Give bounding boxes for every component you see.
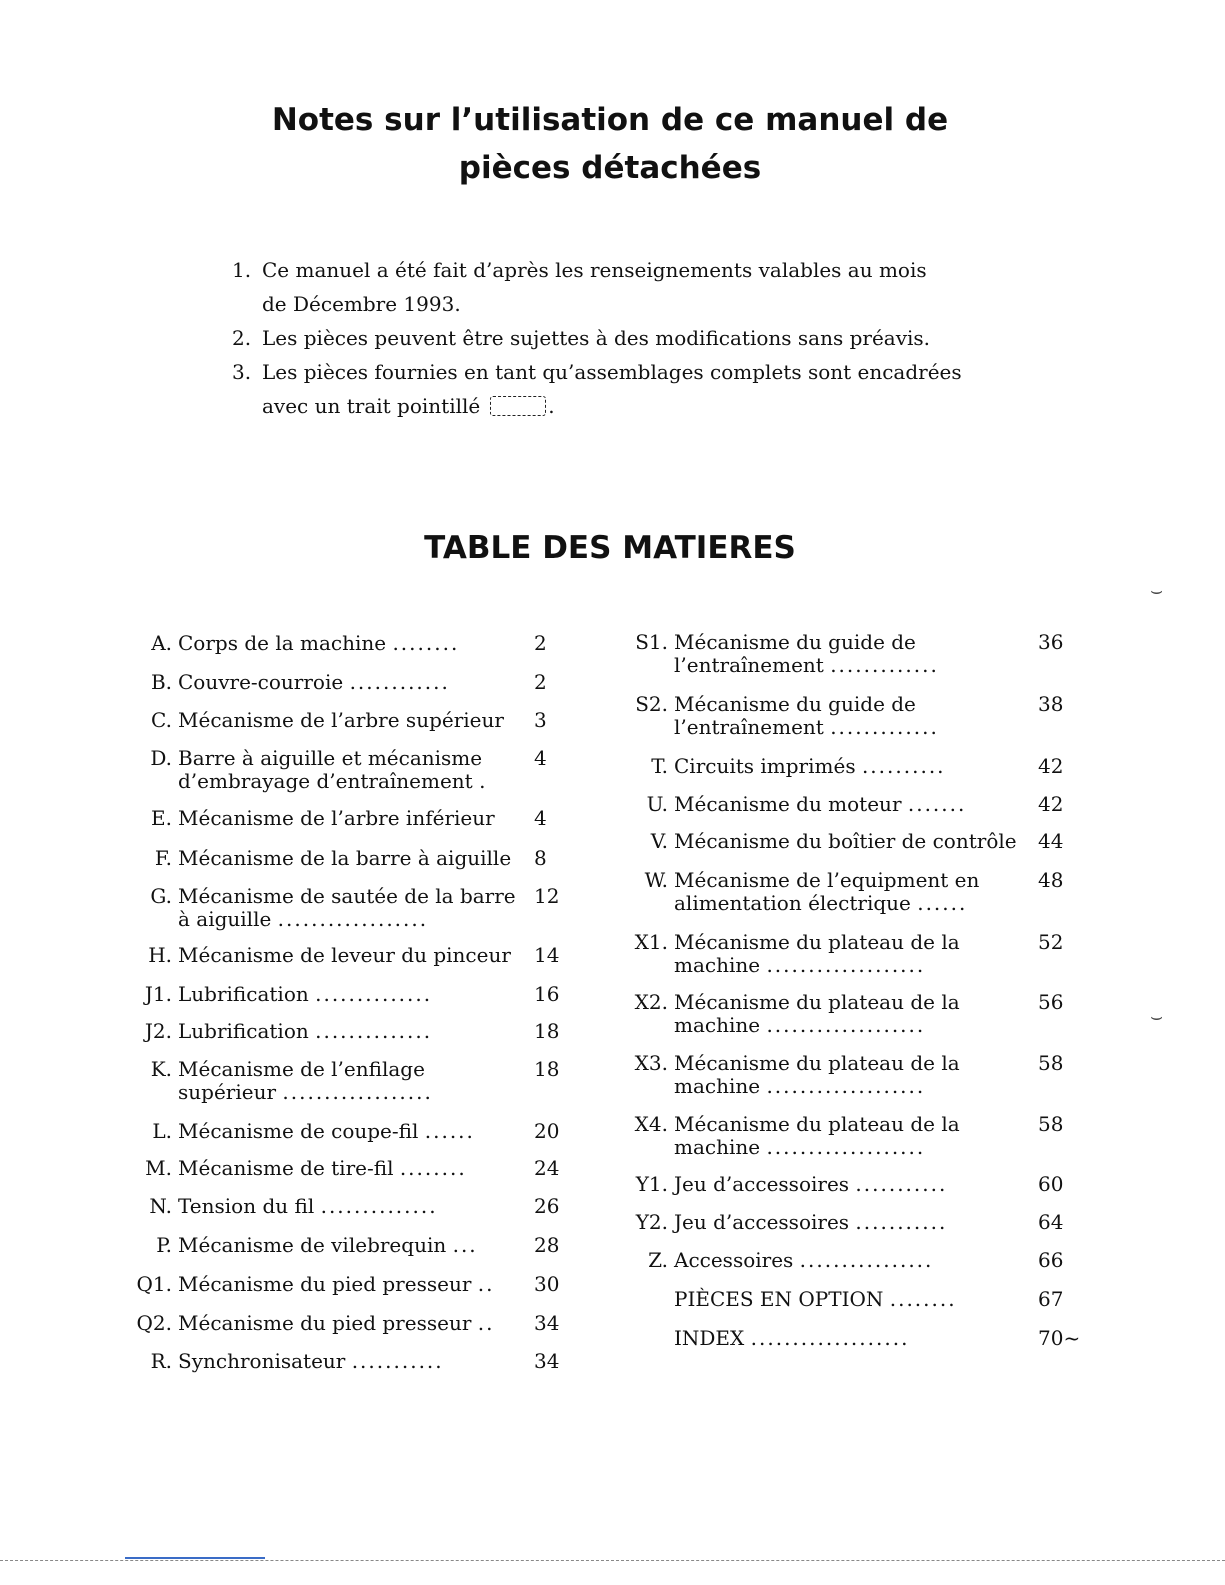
toc-label: Mécanisme du plateau de la	[674, 1112, 960, 1136]
toc-label: Mécanisme du pied presseur	[178, 1272, 472, 1296]
toc-label: Mécanisme du plateau de la	[674, 1051, 960, 1075]
toc-dots: ..............	[315, 1019, 433, 1043]
toc-page: 28	[534, 1233, 560, 1257]
dashed-box-icon	[490, 396, 546, 416]
toc-text-line-2	[674, 653, 939, 677]
notes-list	[232, 253, 1012, 423]
toc-label: Lubrification	[178, 1019, 309, 1043]
note-text: avec un trait pointillé	[262, 394, 481, 418]
toc-letter: C.	[151, 708, 172, 732]
toc-letter: X2.	[634, 990, 668, 1014]
toc-text	[178, 1233, 478, 1257]
toc-page: 58	[1038, 1051, 1064, 1075]
toc-label: Mécanisme de la barre à aiguille	[178, 846, 512, 870]
toc-dots: ..............	[320, 1194, 438, 1218]
toc-label: Tension du fil	[178, 1194, 315, 1218]
toc-page: 60	[1038, 1172, 1064, 1196]
toc-dots: ........	[889, 1287, 957, 1311]
scan-mark-icon: ⌣	[1150, 578, 1164, 602]
toc-letter: A.	[151, 631, 172, 655]
toc-label: PIÈCES EN OPTION	[674, 1287, 884, 1311]
toc-dots: ...........	[855, 1210, 948, 1234]
toc-text	[674, 1210, 947, 1234]
toc-label-2: machine	[674, 1135, 761, 1159]
toc-letter: S2.	[635, 692, 668, 716]
toc-label-2: l’entraînement	[674, 653, 824, 677]
toc-letter: R.	[150, 1349, 172, 1373]
title-line-2: pièces détachées	[458, 150, 762, 186]
toc-text-line-2	[178, 769, 487, 793]
toc-dots: ..............	[315, 982, 433, 1006]
toc-label: Mécanisme de leveur du pinceur	[178, 943, 511, 967]
toc-dots: .............	[830, 653, 939, 677]
toc-page: 56	[1038, 990, 1064, 1014]
toc-page: 38	[1038, 692, 1064, 716]
toc-text	[178, 982, 432, 1006]
toc-page: 70~	[1038, 1326, 1081, 1350]
toc-text	[178, 1119, 475, 1143]
note-item-1	[232, 253, 1012, 321]
toc-dots: .............	[830, 715, 939, 739]
toc-letter: Y2.	[635, 1210, 668, 1234]
toc-letter: X4.	[634, 1112, 668, 1136]
toc-letter: T.	[651, 754, 668, 778]
toc-page: 42	[1038, 792, 1064, 816]
toc-text-line-2	[674, 1135, 925, 1159]
toc-page: 58	[1038, 1112, 1064, 1136]
toc-label: Mécanisme de l’equipment en	[674, 868, 980, 892]
page-title	[200, 96, 1020, 192]
toc-letter: V.	[650, 829, 668, 853]
toc-text-line-2	[674, 1074, 925, 1098]
toc-label: Mécanisme de sautée de la barre	[178, 884, 516, 908]
toc-dots: ...................	[766, 1135, 926, 1159]
page-edge-line	[0, 1560, 1225, 1561]
toc-page: 2	[534, 670, 547, 694]
toc-letter: U.	[646, 792, 668, 816]
toc-text-line-2	[674, 891, 967, 915]
toc-page: 52	[1038, 930, 1064, 954]
toc-dots: ..................	[282, 1080, 433, 1104]
toc-label: Circuits imprimés	[674, 754, 856, 778]
toc-letter: N.	[149, 1194, 172, 1218]
toc-page: 16	[534, 982, 560, 1006]
toc-dots: .	[479, 769, 488, 793]
toc-page: 67	[1038, 1287, 1064, 1311]
toc-page: 4	[534, 806, 547, 830]
toc-label: Couvre-courroie	[178, 670, 344, 694]
toc-dots: ...................	[766, 953, 926, 977]
toc-text	[674, 1248, 933, 1272]
toc-letter: S1.	[635, 630, 668, 654]
toc-label: Jeu d’accessoires	[674, 1172, 850, 1196]
toc-page: 64	[1038, 1210, 1064, 1234]
toc-letter: Y1.	[635, 1172, 668, 1196]
toc-dots: ......	[917, 891, 968, 915]
toc-label: Accessoires	[674, 1248, 794, 1272]
toc-dots: ............	[349, 670, 450, 694]
toc-dots: ..	[477, 1311, 495, 1335]
toc-dots: ...................	[766, 1074, 926, 1098]
toc-text-line-2	[178, 1080, 433, 1104]
toc-label: Corps de la machine	[178, 631, 387, 655]
toc-page: 4	[534, 746, 547, 770]
toc-letter: D.	[150, 746, 172, 770]
toc-letter: J2.	[144, 1019, 172, 1043]
note-item-3	[232, 355, 1012, 423]
toc-page: 66	[1038, 1248, 1064, 1272]
note-text: Les pièces peuvent être sujettes à des modifications sans préavis.	[262, 326, 931, 350]
toc-dots: ...................	[766, 1013, 926, 1037]
toc-dots: ...................	[750, 1326, 910, 1350]
toc-page: 18	[534, 1057, 560, 1081]
toc-page: 34	[534, 1311, 560, 1335]
toc-dots: ..................	[277, 907, 429, 931]
scan-mark-icon: ⌣	[1150, 1004, 1164, 1028]
toc-text	[674, 1326, 909, 1350]
toc-label: Synchronisateur	[178, 1349, 346, 1373]
note-text: Ce manuel a été fait d’après les renseignements valables au mois	[262, 258, 927, 282]
toc-label: Mécanisme de l’arbre inférieur	[178, 806, 495, 830]
toc-page: 14	[534, 943, 560, 967]
toc-label-2: machine	[674, 1013, 761, 1037]
toc-page: 48	[1038, 868, 1064, 892]
toc-page: 18	[534, 1019, 560, 1043]
toc-text	[178, 1272, 494, 1296]
toc-page: 2	[534, 631, 547, 655]
toc-page: 20	[534, 1119, 560, 1143]
toc-label-2: alimentation électrique	[674, 891, 911, 915]
toc-letter: B.	[150, 670, 172, 694]
toc-label-2: machine	[674, 1074, 761, 1098]
toc-label-2: supérieur	[178, 1080, 277, 1104]
toc-page: 12	[534, 884, 560, 908]
toc-text	[674, 792, 966, 816]
toc-letter: X1.	[634, 930, 668, 954]
toc-letter: Q2.	[136, 1311, 172, 1335]
bottom-link-line	[125, 1557, 265, 1559]
toc-label: Mécanisme de tire-fil	[178, 1156, 394, 1180]
toc-text-line-2	[674, 715, 939, 739]
toc-text	[178, 631, 459, 655]
toc-letter: Z.	[648, 1248, 668, 1272]
toc-label-2: à aiguille	[178, 907, 272, 931]
toc-text	[178, 1349, 444, 1373]
toc-letter: M.	[145, 1156, 172, 1180]
toc-dots: ..........	[861, 754, 946, 778]
toc-letter: G.	[150, 884, 172, 908]
toc-page: 24	[534, 1156, 560, 1180]
toc-label: Mécanisme du boîtier de contrôle	[674, 829, 1017, 853]
toc-text	[178, 1311, 494, 1335]
note-text: de Décembre 1993.	[262, 292, 461, 316]
toc-page: 8	[534, 846, 547, 870]
note-item-2	[232, 321, 1012, 355]
toc-label: Mécanisme de vilebrequin	[178, 1233, 447, 1257]
toc-label: Barre à aiguille et mécanisme	[178, 746, 483, 770]
note-number: 1.	[232, 258, 252, 282]
note-number: 2.	[232, 326, 252, 350]
toc-page: 42	[1038, 754, 1064, 778]
toc-text-line-2	[674, 1013, 925, 1037]
note-text-end: .	[548, 394, 555, 418]
toc-text	[178, 1019, 432, 1043]
note-text: Les pièces fournies en tant qu’assemblages complets sont encadrées	[262, 360, 962, 384]
toc-dots: ........	[399, 1156, 467, 1180]
toc-label-2: machine	[674, 953, 761, 977]
toc-page: 34	[534, 1349, 560, 1373]
toc-label: Lubrification	[178, 982, 309, 1006]
toc-label: INDEX	[674, 1326, 745, 1350]
toc-label-2: l’entraînement	[674, 715, 824, 739]
toc-dots: .......	[907, 792, 967, 816]
toc-dots: ...........	[351, 1349, 444, 1373]
toc-dots: ...	[452, 1233, 478, 1257]
toc-letter: E.	[151, 806, 172, 830]
toc-label-2: d’embrayage d’entraînement	[178, 769, 473, 793]
toc-text	[178, 670, 450, 694]
toc-page: 26	[534, 1194, 560, 1218]
toc-label: Mécanisme de l’enfilage	[178, 1057, 425, 1081]
toc-label: Mécanisme du plateau de la	[674, 930, 960, 954]
toc-dots: ..	[477, 1272, 495, 1296]
toc-label: Jeu d’accessoires	[674, 1210, 850, 1234]
toc-text	[674, 1287, 957, 1311]
toc-label: Mécanisme du moteur	[674, 792, 902, 816]
toc-dots: ......	[424, 1119, 475, 1143]
note-number: 3.	[232, 360, 252, 384]
toc-letter: Q1.	[136, 1272, 172, 1296]
toc-letter: W.	[644, 868, 668, 892]
toc-text	[178, 1194, 438, 1218]
toc-letter: J1.	[144, 982, 172, 1006]
toc-letter: L.	[152, 1119, 172, 1143]
toc-label: Mécanisme du pied presseur	[178, 1311, 472, 1335]
toc-page: 44	[1038, 829, 1064, 853]
toc-dots: ................	[799, 1248, 934, 1272]
toc-label: Mécanisme du plateau de la	[674, 990, 960, 1014]
title-line-1: Notes sur l’utilisation de ce manuel de	[271, 102, 949, 138]
toc-letter: H.	[148, 943, 172, 967]
toc-page: 3	[534, 708, 547, 732]
toc-letter: X3.	[634, 1051, 668, 1075]
toc-dots: ...........	[855, 1172, 948, 1196]
toc-text	[674, 1172, 947, 1196]
toc-page: 30	[534, 1272, 560, 1296]
toc-dots: ........	[392, 631, 460, 655]
toc-letter: P.	[156, 1233, 172, 1257]
toc-text	[674, 754, 946, 778]
toc-title: TABLE DES MATIERES	[424, 530, 796, 566]
toc-label: Mécanisme du guide de	[674, 692, 916, 716]
toc-letter: F.	[154, 846, 172, 870]
toc-label: Mécanisme du guide de	[674, 630, 916, 654]
toc-text-line-2	[178, 907, 428, 931]
toc-text	[178, 1156, 467, 1180]
toc-page: 36	[1038, 630, 1064, 654]
toc-label: Mécanisme de coupe-fil	[178, 1119, 419, 1143]
toc-label: Mécanisme de l’arbre supérieur	[178, 708, 504, 732]
toc-text-line-2	[674, 953, 925, 977]
toc-letter: K.	[150, 1057, 172, 1081]
